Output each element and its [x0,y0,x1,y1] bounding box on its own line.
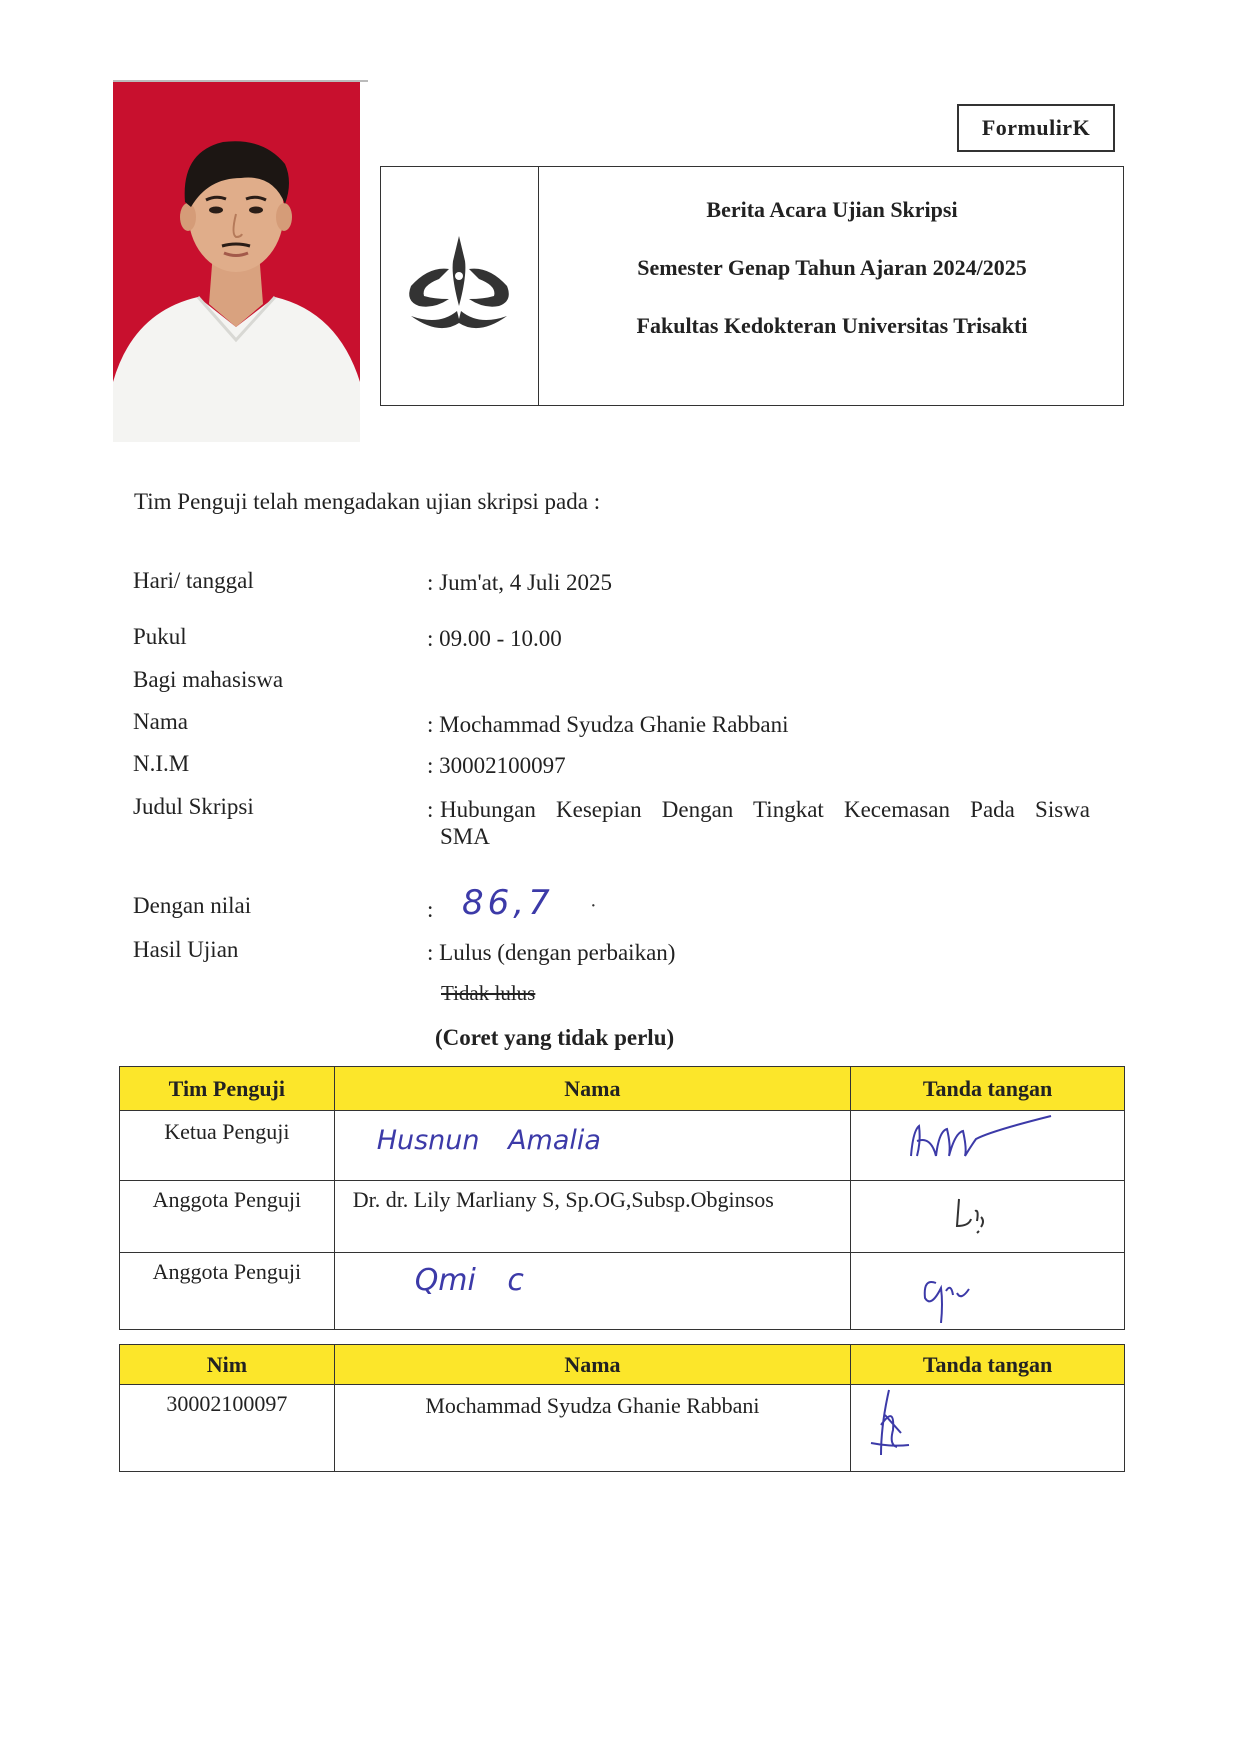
role-cell: Anggota Penguji [120,1181,335,1253]
examiner-name-handwritten: Husnun Amalia [376,1125,601,1156]
table-row [120,1181,1125,1253]
judul-colon: : [427,797,434,822]
signature-icon [851,1385,1091,1465]
pukul-value: : 09.00 - 10.00 [427,626,562,651]
nilai-dot: · [590,895,597,917]
header-faculty: Fakultas Kedokteran Universitas Trisakti [636,313,1028,338]
signature-cell [851,1253,1125,1330]
hasil-label: Hasil Ujian [133,937,239,962]
student-photo [113,82,360,442]
hasil-strike: Tidak lulus [441,981,536,1005]
role-cell: Anggota Penguji [120,1253,335,1330]
signature-cell [851,1111,1125,1181]
header-nama: Nama [334,1067,850,1111]
intro-text: Tim Penguji telah mengadakan ujian skripsi pada : [134,489,601,514]
nilai-colon: : [427,897,434,922]
student-nim: 30002100097 [120,1385,335,1472]
role-cell: Ketua Penguji [120,1111,335,1181]
signature-icon [851,1111,1091,1166]
student-name: Mochammad Syudza Ghanie Rabbani [334,1385,850,1472]
header-nim: Nim [120,1345,335,1385]
header-tanda-tangan: Tanda tangan [851,1345,1125,1385]
signature-cell [851,1181,1125,1253]
trisakti-logo-icon [399,231,519,341]
table-row [120,1253,1125,1330]
nama-label: Nama [133,709,188,734]
nim-label: N.I.M [133,751,190,776]
header-tim-penguji: Tim Penguji [120,1067,335,1111]
header-nama: Nama [334,1345,850,1385]
signature-cell [851,1385,1125,1472]
coret-note: (Coret yang tidak perlu) [435,1025,675,1050]
examiner-name-handwritten: Qmi c [414,1263,524,1298]
examiner-name: Dr. dr. Lily Marliany S, Sp.OG,Subsp.Obginsos [334,1181,850,1253]
judul-value-line1: Hubungan Kesepian Dengan Tingkat Kecemasan Pada Siswa [440,797,1090,822]
header-semester: Semester Genap Tahun Ajaran 2024/2025 [637,255,1027,280]
header-tanda-tangan: Tanda tangan [851,1067,1125,1111]
pukul-label: Pukul [133,624,187,649]
nilai-handwritten: 86,7 [462,883,554,923]
nilai-label: Dengan nilai [133,893,252,918]
judul-value-line2: SMA [440,824,490,849]
hasil-value: : Lulus (dengan perbaikan) [427,940,676,965]
judul-label: Judul Skripsi [133,794,254,819]
hari-label: Hari/ tanggal [133,568,254,593]
form-code-box: FormulirK [957,104,1115,152]
header-title: Berita Acara Ujian Skripsi [706,197,958,222]
examiners-table [119,1066,1125,1330]
university-logo [380,166,539,406]
nama-value: : Mochammad Syudza Ghanie Rabbani [427,712,789,737]
bagi-mahasiswa-label: Bagi mahasiswa [133,667,284,692]
table-row [120,1385,1125,1472]
student-table [119,1344,1125,1472]
hari-value: : Jum'at, 4 Juli 2025 [427,570,612,595]
signature-icon [851,1181,1091,1241]
table-row [120,1111,1125,1181]
signature-icon [851,1253,1091,1323]
nim-value: : 30002100097 [427,753,566,778]
